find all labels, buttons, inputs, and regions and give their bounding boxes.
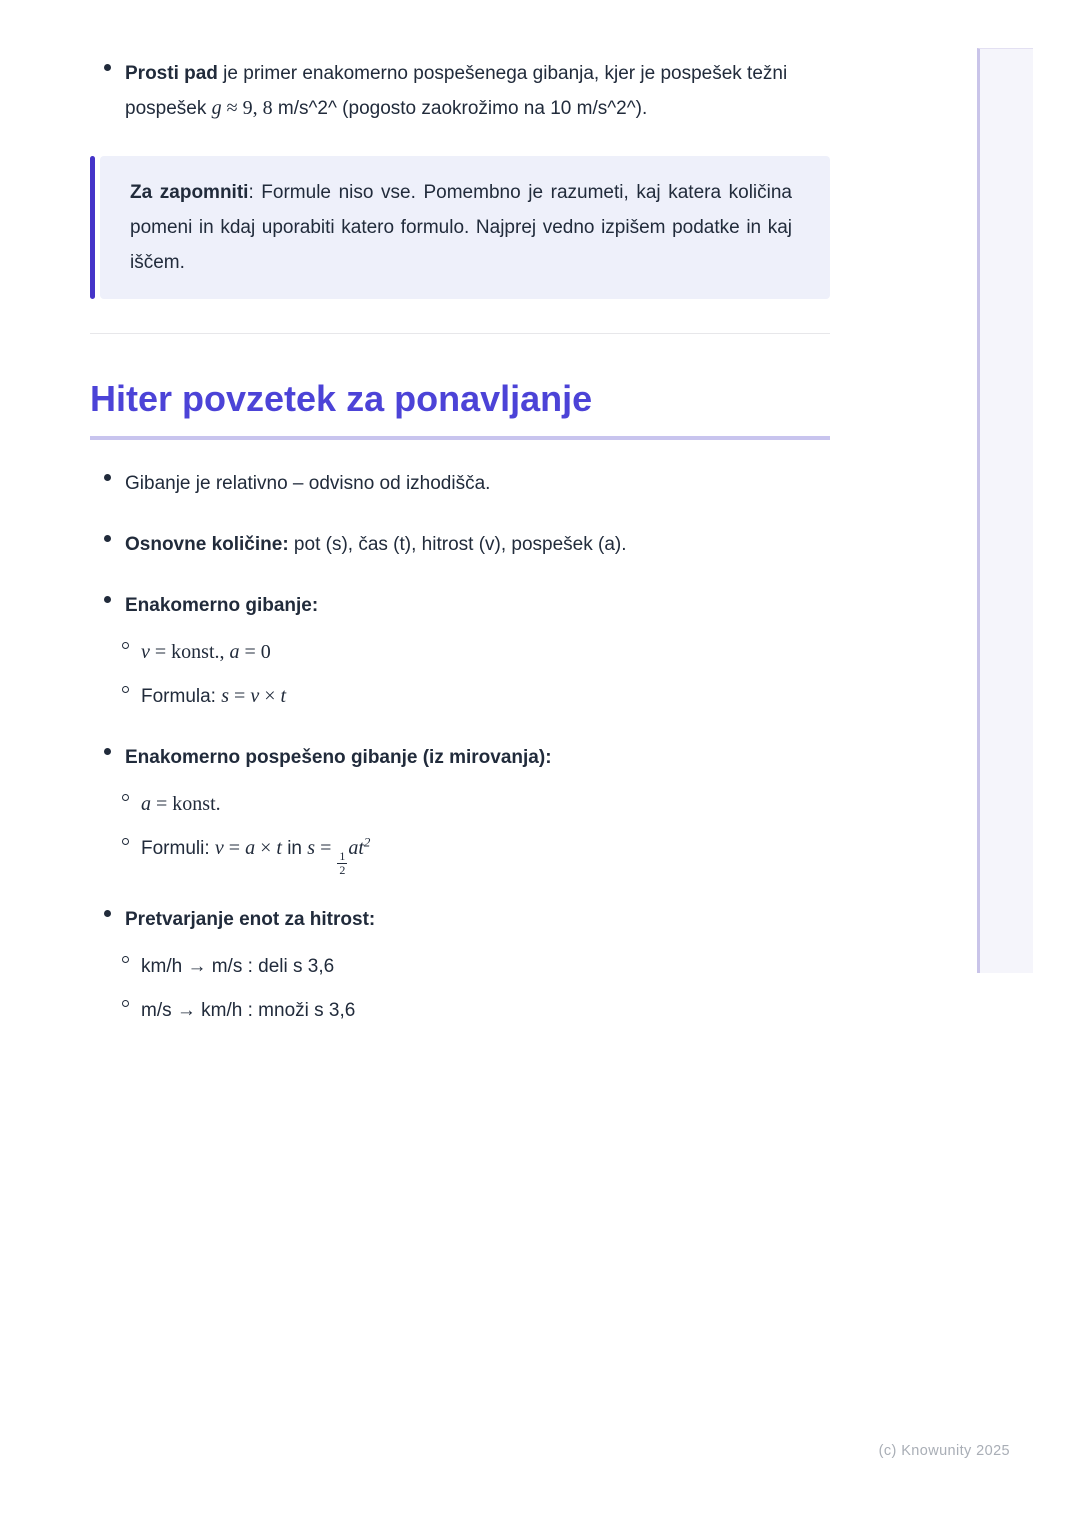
math-op: = [315, 837, 337, 859]
math-var: v [141, 641, 150, 663]
summary-item-2-rest: pot (s), čas (t), hitrost (v), pospešek (a). [288, 534, 627, 555]
formula-constant-velocity [141, 635, 271, 670]
sub-list-item [108, 949, 830, 984]
sublist [108, 949, 830, 1028]
math-op: = konst., [149, 641, 230, 663]
math-exponent: 2 [363, 834, 371, 850]
formula-constant-acceleration [141, 787, 221, 822]
summary-item-1: Gibanje je relativno – odvisno od izhodišča. [125, 473, 491, 494]
bullet-icon [104, 474, 111, 481]
circle-bullet-icon [122, 838, 129, 845]
math-var: v [250, 685, 260, 707]
math-var: s [307, 837, 316, 859]
footer-copyright: (c) Knowunity 2025 [878, 1443, 1010, 1459]
callout-text: : Formule niso vse. Pomembno je razumeti, kaj katera količina pomeni in kdaj uporabiti katero formulo. Najprej vedno izpišem podatke in kaj iščem. [130, 182, 792, 273]
section-divider [90, 333, 830, 334]
sub-list-item [108, 679, 830, 714]
math-op: × [259, 685, 281, 707]
summary-item-3-bold: Enakomerno gibanje: [125, 595, 319, 616]
math-value: ≈ 9, 8 [221, 97, 273, 119]
circle-bullet-icon [122, 794, 129, 801]
fraction-denominator: 2 [339, 862, 346, 877]
math-var: a [141, 793, 151, 815]
sub-list-item [108, 993, 830, 1028]
math-op: × [255, 837, 277, 859]
bullet-icon [104, 596, 111, 603]
list-item [90, 527, 830, 562]
summary-item-4-bold: Enakomerno pospešeno gibanje (iz mirovanja): [125, 747, 552, 768]
circle-bullet-icon [122, 1000, 129, 1007]
conjunction-text: in [281, 838, 308, 859]
intro-text-a: je primer enakomerno pospešenega gibanja, kjer je pospešek težni pospešek [125, 63, 788, 119]
bullet-icon [104, 910, 111, 917]
math-op: = [223, 837, 246, 859]
section-title: Hiter povzetek za ponavljanje [90, 377, 830, 440]
summary-item-5-bold: Pretvarjanje enot za hitrost: [125, 909, 376, 931]
circle-bullet-icon [122, 642, 129, 649]
summary-item-5 [125, 902, 375, 937]
list-item [90, 466, 830, 501]
formula-label: Formuli: [141, 838, 215, 859]
summary-item-2 [125, 527, 627, 562]
callout-note [90, 156, 830, 299]
formula-accelerated-motion [141, 831, 370, 876]
fraction-one-half [337, 850, 347, 876]
list-item [90, 56, 830, 126]
formula-distance [141, 679, 286, 714]
math-var: a [245, 837, 256, 859]
formula-label: Formula: [141, 686, 222, 707]
math-var-g: g [211, 97, 222, 119]
list-item [90, 902, 830, 1028]
summary-item-3 [125, 588, 318, 623]
callout-accent-bar [90, 156, 95, 299]
sub-list-item [108, 787, 830, 822]
intro-bold-term: Prosti pad [125, 63, 218, 84]
scrollbar-track[interactable] [977, 48, 1033, 973]
math-var: a [348, 837, 359, 859]
bullet-icon [104, 64, 111, 71]
sub-list-item [108, 635, 830, 670]
math-var: t [358, 837, 364, 859]
math-var: s [221, 685, 230, 707]
math-var: v [214, 837, 224, 859]
circle-bullet-icon [122, 956, 129, 963]
intro-list [90, 56, 830, 126]
bullet-icon [104, 748, 111, 755]
intro-text-b: m/s^2^ (pogosto zaokrožimo na 10 m/s^2^). [272, 98, 648, 119]
math-var: t [280, 685, 287, 707]
math-var: a [229, 641, 240, 663]
summary-list [90, 466, 830, 1028]
math-op: = 0 [239, 641, 271, 663]
sub-list-item [108, 831, 830, 876]
sublist [108, 787, 830, 876]
math-op: = [229, 685, 251, 707]
intro-bullet-text [125, 56, 830, 126]
list-item [90, 740, 830, 876]
summary-item-2-bold: Osnovne količine: [125, 534, 289, 555]
fraction-numerator: 1 [339, 849, 346, 863]
page-content [90, 0, 830, 1054]
bullet-icon [104, 535, 111, 542]
callout-label: Za zapomniti [130, 182, 249, 203]
callout-body [100, 156, 830, 299]
summary-item-4 [125, 740, 552, 775]
unit-conversion-ms-to-kmh: m/s → km/h : množi s 3,6 [141, 1000, 356, 1022]
circle-bullet-icon [122, 686, 129, 693]
math-op: = konst. [151, 793, 221, 815]
math-var: t [276, 837, 282, 859]
unit-conversion-kmh-to-ms: km/h → m/s : deli s 3,6 [141, 956, 335, 978]
list-item [90, 588, 830, 714]
sublist [108, 635, 830, 714]
